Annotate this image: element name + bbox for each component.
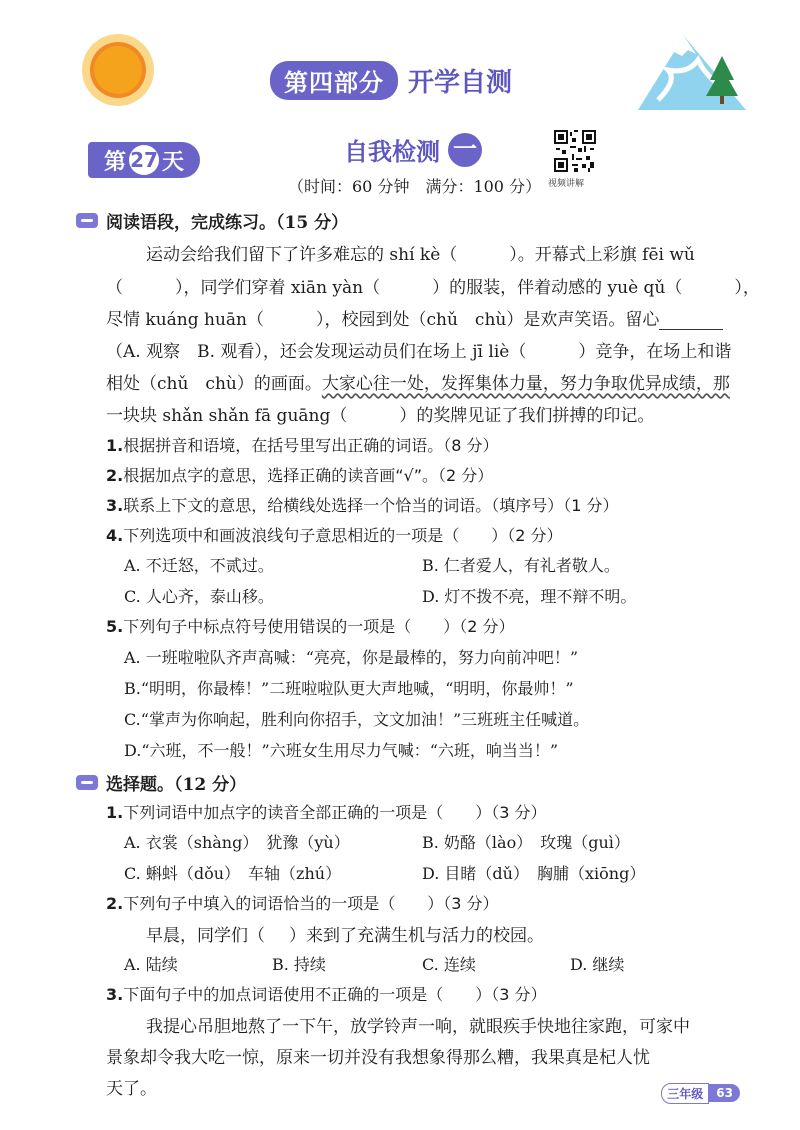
- test-title: 自我检测 一: [344, 132, 482, 167]
- q4-option-c[interactable]: C. 人心齐，泰山移。: [124, 587, 274, 606]
- s2-question-2: 2.下列句子中填入的词语恰当的一项是（ ）（3 分）: [106, 894, 499, 913]
- grade-label: 三年级: [661, 1083, 709, 1104]
- part-banner: [270, 62, 512, 98]
- day-number: 27: [129, 145, 159, 175]
- question-1: 1.根据拼音和语境，在括号里写出正确的词语。（8 分）: [106, 436, 499, 455]
- sun-icon: [80, 32, 156, 108]
- passage-line-6: 一块块 shǎn shǎn fā guāng（ ）的奖牌见证了我们拼搏的印记。: [106, 406, 655, 426]
- s2-q3-line-2: 景象却令我大吃一惊，原来一切并没有我想象得那么糟，我果真是杞人忧: [106, 1048, 650, 1068]
- q4-option-d[interactable]: D. 灯不拨不亮，理不辩不明。: [422, 587, 637, 606]
- s2-q2-sentence: 早晨，同学们（ ）来到了充满生机与活力的校园。: [146, 926, 544, 946]
- s2-q2-option-a[interactable]: A. 陆续: [124, 955, 178, 974]
- part-label: 第四部分: [270, 61, 398, 100]
- s2-q2-option-d[interactable]: D. 继续: [570, 955, 625, 974]
- s2-q1-option-c[interactable]: C. 蝌蚪（dǒu） 车轴（zhú）: [124, 864, 342, 883]
- page-num-value: 63: [709, 1084, 740, 1102]
- page-number: [661, 1083, 740, 1103]
- passage-line-3: 尽情 kuáng huān（ ），校园到处（chǔ chù）是欢声笑语。留心: [106, 305, 723, 330]
- answer-underline[interactable]: [659, 311, 723, 330]
- snow-mountain-icon: [638, 30, 746, 110]
- question-4: 4.下列选项中和画波浪线句子意思相近的一项是（ ）（2 分）: [106, 526, 563, 545]
- s2-q1-option-a[interactable]: A. 衣裳（shàng） 犹豫（yù）: [124, 833, 350, 852]
- s2-q1-option-d[interactable]: D. 目睹（dǔ） 胸脯（xiōng）: [422, 864, 646, 883]
- section1-heading: 阅读语段，完成练习。（15 分）: [76, 208, 348, 233]
- s2-question-3: 3.下面句子中的加点词语使用不正确的一项是（ ）（3 分）: [106, 985, 547, 1004]
- question-3: 3.联系上下文的意思，给横线处选择一个恰当的词语。（填序号）（1 分）: [106, 496, 619, 515]
- s2-q3-line-3: 天了。: [106, 1079, 157, 1099]
- passage-line-4: （A. 观察 B. 观看），还会发现运动员们在场上 jī liè（ ）竞争，在场上和谐: [106, 342, 732, 362]
- q5-option-d[interactable]: D.“六班，不一般！”六班女生用尽力气喊：“六班，响当当！”: [124, 741, 559, 760]
- s2-q1-option-b[interactable]: B. 奶酪（lào） 玫瑰（guì）: [422, 833, 630, 852]
- s2-question-1: 1.下列词语中加点字的读音全部正确的一项是（ ）（3 分）: [106, 803, 547, 822]
- part-title: 开学自测: [408, 67, 513, 98]
- question-2: 2.根据加点字的意思，选择正确的读音画“√”。（2 分）: [106, 466, 494, 485]
- day-badge: 第 27 天: [88, 142, 200, 178]
- section-icon: [76, 213, 98, 228]
- q4-option-a[interactable]: A. 不迁怒，不贰过。: [124, 556, 274, 575]
- passage-line-5: 相处（chǔ chù）的画面。大家心往一处，发挥集体力量，努力争取优异成绩，那: [106, 374, 730, 394]
- q4-option-b[interactable]: B. 仁者爱人，有礼者敬人。: [422, 556, 620, 575]
- passage-line-1: 运动会给我们留下了许多难忘的 shí kè（ ）。开幕式上彩旗 fēi wǔ: [146, 245, 695, 265]
- section-icon: [76, 775, 98, 790]
- time-info: （时间：60 分钟 满分：100 分）: [288, 177, 542, 196]
- q5-option-a[interactable]: A. 一班啦啦队齐声高喊：“亮亮，你是最棒的，努力向前冲吧！”: [124, 648, 579, 667]
- qr-code-icon[interactable]: [554, 130, 596, 172]
- section2-heading: 选择题。（12 分）: [76, 770, 246, 795]
- test-number: 一: [448, 133, 482, 167]
- passage-line-2: （ ），同学们穿着 xiān yàn（ ）的服装，伴着动感的 yuè qǔ（ ），: [106, 278, 760, 298]
- s2-q3-line-1: 我提心吊胆地熬了一下午，放学铃声一响，就眼疾手快地往家跑，可家中: [146, 1017, 690, 1037]
- question-5: 5.下列句子中标点符号使用错误的一项是（ ）（2 分）: [106, 617, 515, 636]
- wavy-sentence: 大家心往一处，发挥集体力量，努力争取优异成绩，那: [321, 374, 730, 394]
- s2-q2-option-c[interactable]: C. 连续: [422, 955, 476, 974]
- q5-option-c[interactable]: C.“掌声为你响起，胜利向你招手，文文加油！”三班班主任喊道。: [124, 710, 590, 729]
- s2-q2-option-b[interactable]: B. 持续: [272, 955, 326, 974]
- qr-caption: 视频讲解: [548, 179, 585, 189]
- q5-option-b[interactable]: B.“明明，你最棒！”二班啦啦队更大声地喊，“明明，你最帅！”: [124, 679, 574, 698]
